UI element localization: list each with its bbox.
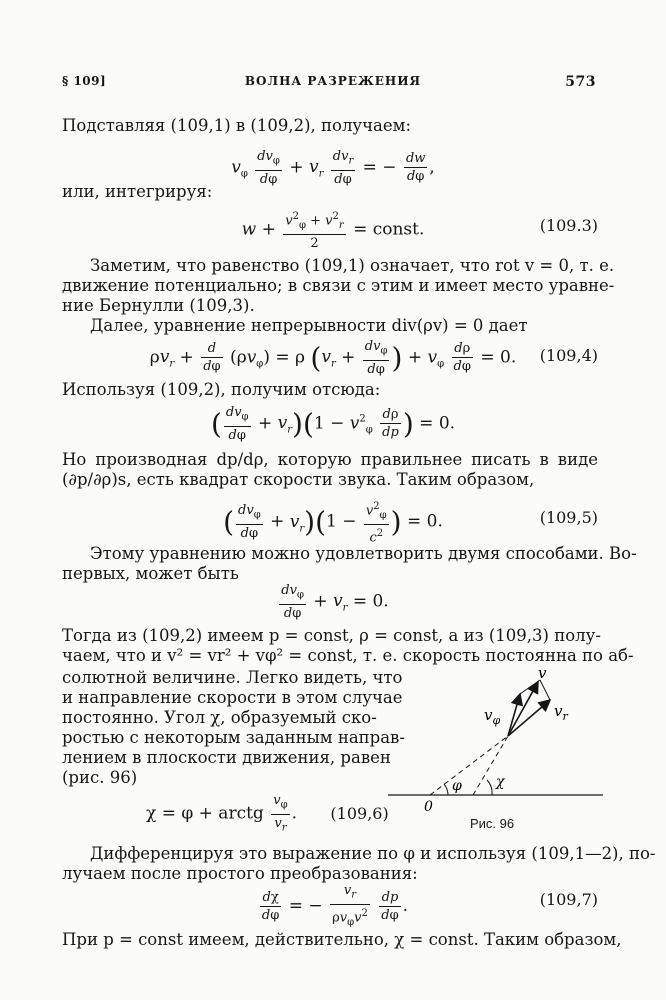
label-v-r: $v_r$ xyxy=(554,702,568,723)
equation-109-7: $\frac{d\chi}{d\varphi}$ = − $\frac{v_r}{\rho v_\varphi v^2}$ $\frac{dp}{d\varphi}$ . (109,7) xyxy=(261,883,598,928)
label-origin: 0 xyxy=(424,799,433,815)
paragraph-line: (рис. 96) xyxy=(62,768,138,787)
phi-arc xyxy=(444,784,448,795)
equation-109-6: χ = φ + arctg $\frac{v_\varphi}{v_r}$ . (109,6) xyxy=(146,793,389,834)
velocity-vector xyxy=(508,682,538,736)
paragraph-line: (∂p/∂ρ)s, есть квадрат скорости звука. Таким образом, xyxy=(62,470,535,489)
equation-109-4: $\rho v_r$ + $\frac{d}{d\varphi}$ $(\rho v_\varphi) = \rho$ ($v_r$ + $\frac{dv_\varphi}{d\varphi}$ ) + $v_\varphi$ $\frac{d\rho}{d\varphi}$ = 0. (109,4) xyxy=(149,339,598,377)
paragraph-line: движение потенциально; в связи с этим и имеет место уравне- xyxy=(62,276,615,295)
paragraph-line: постоянно. Угол χ, образуемый ско- xyxy=(62,708,377,727)
equation-number: (109.3) xyxy=(539,216,598,235)
header-section: § 109] xyxy=(62,74,107,88)
equation: ( $\frac{dv_\varphi}{d\varphi}$ + $v_r)(1 - v^2_\varphi$ $\frac{d\rho}{dp}$ ) = 0. xyxy=(210,405,456,443)
paragraph-line: Но производная dp/dρ, которую правильнее писать в виде xyxy=(62,450,598,469)
chi-arc xyxy=(487,780,492,795)
paragraph-line: лением в плоскости движения, равен xyxy=(62,748,391,767)
equation-number: (109,6) xyxy=(330,803,389,823)
velocity-r-vector xyxy=(508,700,550,736)
paragraph-line: Тогда из (109,2) имеем p = const, ρ = const, а из (109,3) полу- xyxy=(62,626,601,645)
paragraph-line: или, интегрируя: xyxy=(62,182,213,201)
label-v-phi: $v_\varphi$ xyxy=(484,706,501,727)
paragraph-line: Используя (109,2), получим отсюда: xyxy=(62,380,381,399)
page-number: 573 xyxy=(565,74,596,90)
paragraph-line: Заметим, что равенство (109,1) означает, что rot v = 0, т. е. xyxy=(90,256,615,275)
velocity-phi-vector xyxy=(508,694,520,736)
paragraph-line: Подставляя (109,1) в (109,2), получаем: xyxy=(62,116,412,135)
paragraph-line: Дифференцируя это выражение по φ и используя (109,1—2), по- xyxy=(90,844,656,863)
equation: $v_\varphi$ $\frac{dv_\varphi}{d\varphi}$ + $v_r$ $\frac{dv_r}{d\varphi}$ = − $\frac{dw}{d\varphi}$ , xyxy=(231,149,435,187)
paragraph-line: первых, может быть xyxy=(62,564,239,583)
parallelogram-side xyxy=(520,680,540,694)
paragraph-line: лучаем после простого преобразования: xyxy=(62,864,418,883)
equation-number: (109,7) xyxy=(539,890,598,909)
paragraph-line: ростью с некоторым заданным направ- xyxy=(62,728,405,747)
equation-number: (109,4) xyxy=(539,346,598,365)
parallelogram-side xyxy=(540,680,550,700)
label-v: v xyxy=(538,668,547,682)
header-title: ВОЛНА РАЗРЕЖЕНИЯ xyxy=(244,74,422,88)
label-chi: χ xyxy=(496,774,505,790)
figure-caption: Рис. 96 xyxy=(470,816,515,831)
paragraph-line: солютной величине. Легко видеть, что xyxy=(62,668,403,687)
figure-96 xyxy=(388,668,608,818)
paragraph-line: При p = const имеем, действительно, χ = const. Таким образом, xyxy=(62,930,622,949)
equation: $\frac{dv_\varphi}{d\varphi}$ + $v_r = 0$. xyxy=(281,583,389,621)
paragraph-line: и направление скорости в этом случае xyxy=(62,688,403,707)
equation-number: (109,5) xyxy=(539,508,598,527)
paragraph-line: чаем, что и v² = vr² + vφ² = const, т. е. скорость постоянна по аб- xyxy=(62,646,634,665)
label-phi: φ xyxy=(452,778,462,794)
equation-109-5: ( $\frac{dv_\varphi}{d\varphi}$ + $v_r)(1$ − $\frac{v^2_\varphi}{c^2}$ ) = 0. (109,5) xyxy=(0,494,666,538)
paragraph-line: Далее, уравнение непрерывности div(ρv) = 0 дает xyxy=(90,316,528,335)
paragraph-line: ние Бернулли (109,3). xyxy=(62,296,255,315)
paragraph-line: Этому уравнению можно удовлетворить двумя способами. Во- xyxy=(90,544,637,563)
equation-109-3: w + $\frac{v^2_\varphi + v^2_r}{2}$ = const. (109.3) xyxy=(0,202,666,244)
